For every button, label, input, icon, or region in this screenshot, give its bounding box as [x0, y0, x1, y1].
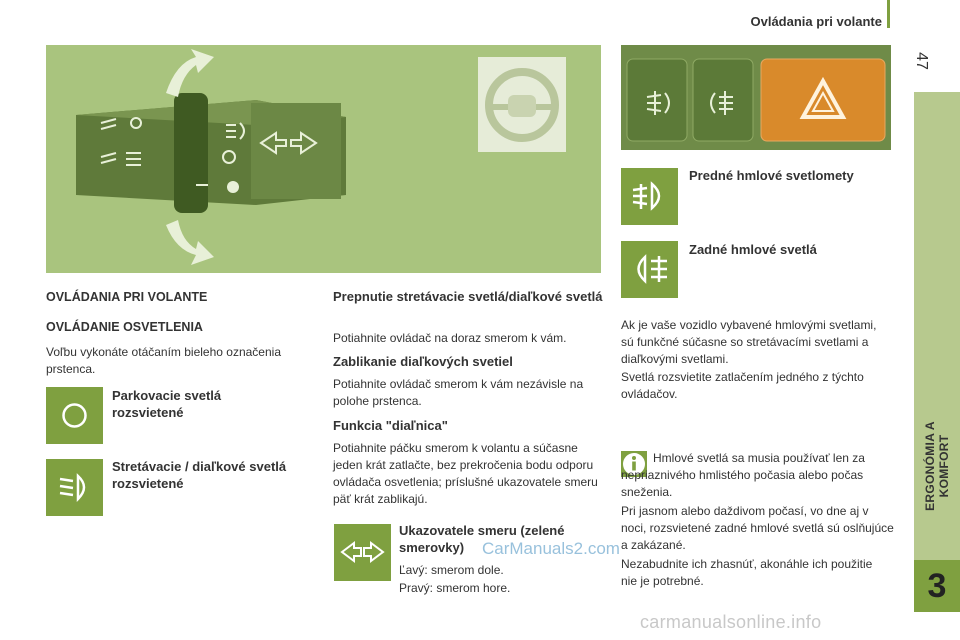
front-fog-icon: [621, 168, 678, 225]
motorway-heading: Funkcia "diaľnica": [333, 418, 448, 433]
rear-fog-label: Zadné hmlové svetlá: [689, 242, 817, 257]
lighting-stalk-illustration: [46, 45, 601, 273]
fog-switch-illustration: [621, 45, 891, 150]
chapter-number: 3: [927, 567, 947, 605]
header-accent-bar: [887, 0, 890, 28]
rear-fog-icon: [621, 241, 678, 298]
info-paragraph-1: Hmlové svetlá sa musia používať len za nepriaznivého hmlistého počasia alebo počas sneženia.: [621, 451, 865, 499]
fog-paragraph-1: Ak je vaše vozidlo vybavené hmlovými svetlami, sú funkčné súčasne so stretávacími svetlami a diaľkovými svetlami.: [621, 318, 877, 366]
parking-lights-label: Parkovacie svetlá rozsvietené: [112, 388, 222, 420]
stalk-drawing: [46, 45, 601, 273]
footer-watermark: carmanualsonline.info: [640, 612, 822, 632]
beam-switch-heading: Prepnutie stretávacie svetlá/diaľkové svetlá: [333, 289, 603, 304]
lighting-intro: Voľbu vykonáte otáčaním bieleho označenia prstenca.: [46, 345, 281, 376]
lighting-subtitle: OVLÁDANIE OSVETLENIA: [46, 320, 203, 334]
turn-signal-icon: [334, 524, 391, 581]
dipped-beam-icon: [46, 459, 103, 516]
beam-switch-text: Potiahnite ovládač na doraz smerom k vám.: [333, 331, 567, 345]
flash-text: Potiahnite ovládač smerom k vám nezávisle na polohe prstenca.: [333, 377, 584, 408]
turn-left-text: Ľavý: smerom dole.: [399, 563, 504, 577]
dipped-beam-label: Stretávacie / diaľkové svetlá rozsvietené: [112, 459, 287, 491]
chapter-label: ERGONÓMIA A KOMFORT: [923, 421, 951, 511]
front-fog-label: Predné hmlové svetlomety: [689, 168, 854, 183]
section-title: OVLÁDANIA PRI VOLANTE: [46, 290, 208, 304]
page-number: 47: [913, 52, 930, 70]
turn-right-text: Pravý: smerom hore.: [399, 581, 511, 595]
turn-signal-heading: Ukazovatele smeru (zelené smerovky): [399, 523, 565, 555]
fog-switch-drawing: [621, 45, 891, 150]
motorway-text: Potiahnite páčku smerom k volantu a súčasne jeden krát zatlačte, bez prekročenia bodu odporu ovládača osvetlenia; príslušné ukazovatele smeru päť krát zablikajú.: [333, 441, 598, 506]
info-paragraph-3: Nezabudnite ich zhasnúť, akonáhle ich použitie nie je potrebné.: [621, 557, 873, 588]
fog-paragraph-2: Svetlá rozsvietite zatlačením jedného z týchto ovládačov.: [621, 370, 864, 401]
parking-lights-icon: [46, 387, 103, 444]
flash-heading: Zablikanie diaľkových svetiel: [333, 354, 513, 369]
info-paragraph-2: Pri jasnom alebo daždivom počasí, vo dne aj v noci, rozsvietené zadné hmlové svetlá sú oslňujúce a zakázané.: [621, 504, 894, 552]
watermark-text: CarManuals2.com: [482, 539, 620, 558]
page-header-title: Ovládania pri volante: [750, 14, 882, 29]
